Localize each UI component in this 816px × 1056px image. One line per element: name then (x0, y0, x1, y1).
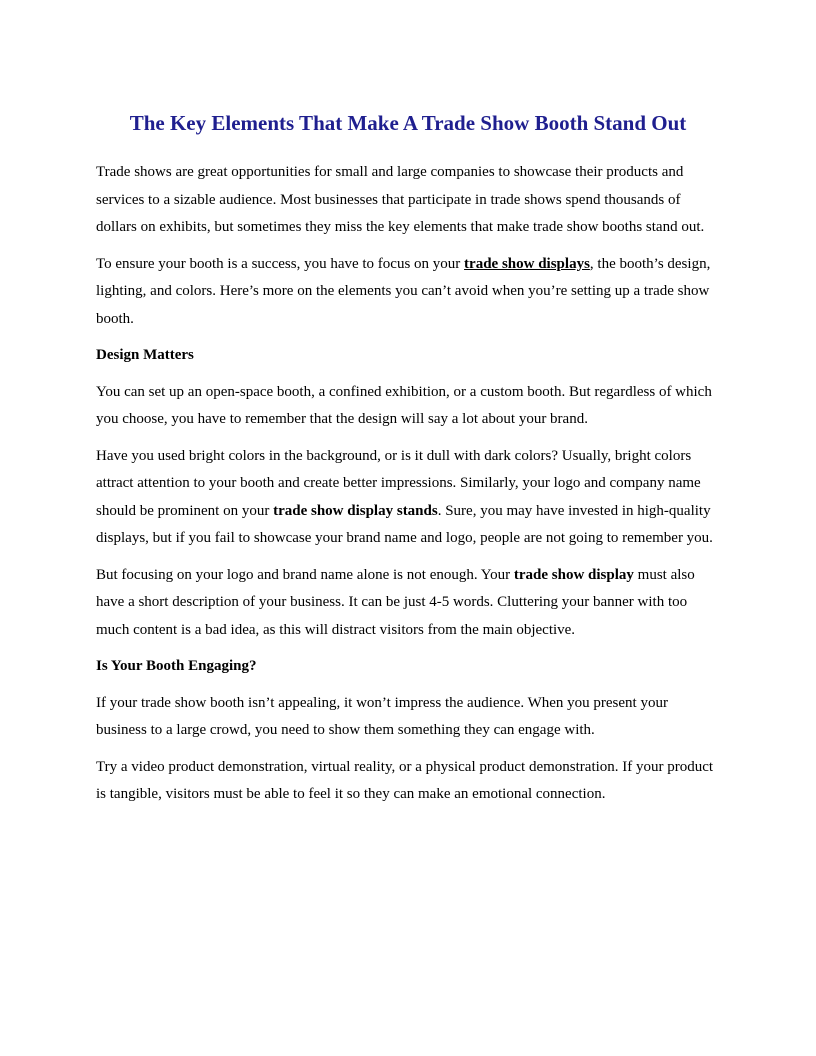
design-paragraph: You can set up an open-space booth, a confined exhibition, or a custom booth. But regardless of which you choose, you have to remember that the design will say a lot about your brand. (96, 383, 712, 427)
focus-text-start: To ensure your booth is a success, you have to focus on your (96, 255, 465, 272)
document-title: The Key Elements That Make A Trade Show Booth Stand Out (129, 111, 687, 135)
colors-text-start: Have you used bright colors in the background, or is it dull with dark colors? Usually, bright colors attract attention to your booth and create better impressions. Similarly, your logo and company name should be prominent on your (96, 447, 701, 519)
colors-text-end: . Sure, you may have invested in high-quality displays, but if you fail to showcase your brand name and logo, people are not going to remember you. (96, 502, 713, 546)
section-heading-design: Design Matters (96, 347, 194, 363)
logo-text-end: must also have a short description of your business. It can be just 4-5 words. Cluttering your banner with too much content is a bad idea, as this will distract visitors from the main objective. (96, 566, 695, 638)
logo-text-start: But focusing on your logo and brand name alone is not enough. Your (96, 566, 514, 583)
focus-paragraph (96, 251, 720, 334)
display-bold: trade show display (513, 566, 634, 583)
trade-show-displays-link[interactable]: trade show displays (464, 255, 590, 272)
document-page (96, 108, 720, 818)
section-heading-engaging: Is Your Booth Engaging? (96, 658, 257, 674)
colors-paragraph (96, 443, 720, 553)
intro-paragraph: Trade shows are great opportunities for small and large companies to showcase their products and services to a sizable audience. Most businesses that participate in trade shows spend thousands of dollars on exhibits, but sometimes they miss the key elements that make trade show booths stand out. (96, 164, 705, 235)
display-stands-bold: trade show display stands (273, 502, 438, 519)
logo-paragraph (96, 562, 720, 645)
demonstration-paragraph: Try a video product demonstration, virtual reality, or a physical product demonstration. If your product is tangible, visitors must be able to feel it so they can make an emotional connection. (96, 758, 714, 802)
engaging-paragraph: If your trade show booth isn’t appealing, it won’t impress the audience. When you present your business to a large crowd, you need to show them something they can engage with. (96, 694, 668, 738)
focus-text-end: , the booth’s design, lighting, and colors. Here’s more on the elements you can’t avoid when you’re setting up a trade show booth. (96, 255, 711, 327)
